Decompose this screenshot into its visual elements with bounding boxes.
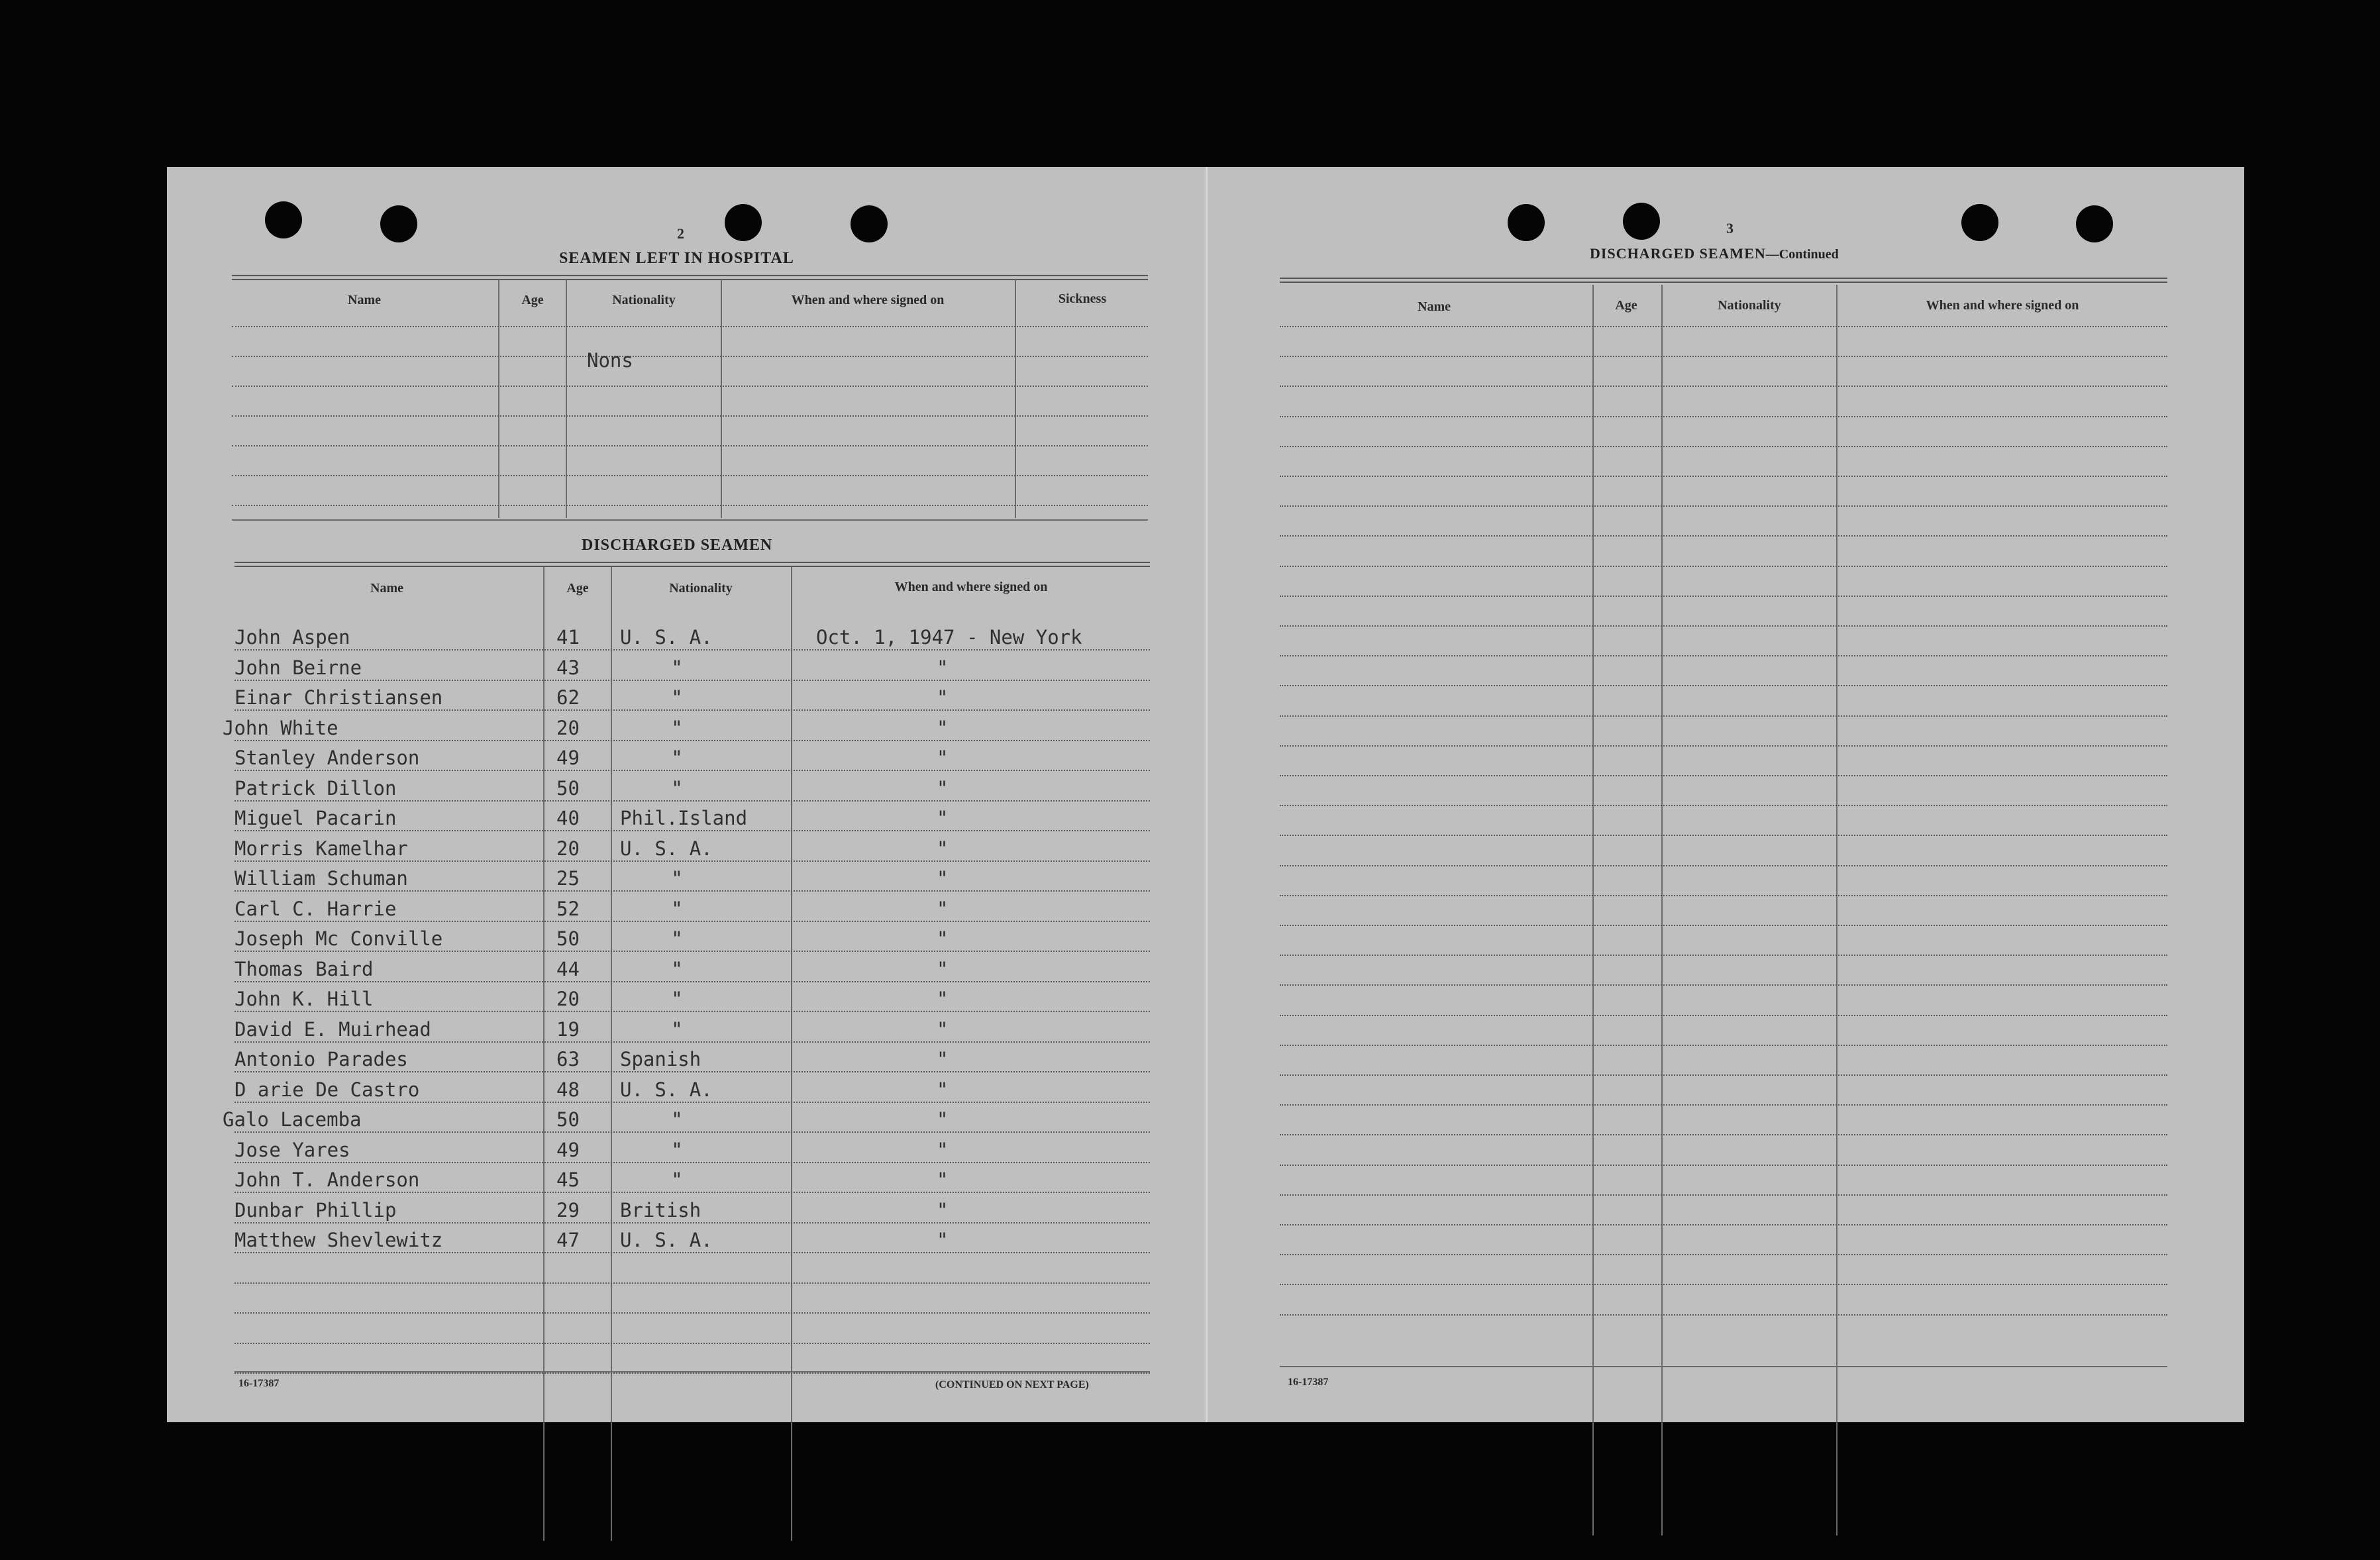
punch-hole (265, 201, 302, 238)
row-name: Antonio Parades (234, 1048, 408, 1070)
discharged-col-signed-on: When and where signed on (894, 580, 1048, 594)
punch-hole (2076, 205, 2113, 242)
table-row-line (234, 1011, 1150, 1012)
table-row-line (1280, 715, 2167, 717)
punch-hole (851, 205, 888, 242)
row-age: 50 (556, 1108, 580, 1131)
row-age: 63 (556, 1048, 580, 1070)
row-signed-on: " (937, 1169, 949, 1191)
table-row-line (1280, 1224, 2167, 1225)
row-signed-on: " (937, 1078, 949, 1101)
table-row-line (1280, 895, 2167, 896)
discharged-title-rule (234, 562, 1150, 567)
table-row-line (234, 770, 1150, 771)
row-nationality: " (671, 776, 683, 800)
hospital-row-line (232, 356, 1148, 357)
table-row-line (234, 1312, 1150, 1314)
row-age: 29 (556, 1198, 580, 1222)
table-row-line (1280, 1165, 2167, 1166)
hospital-divider (1015, 280, 1016, 518)
discharged-bottom-rule (234, 1371, 1150, 1373)
table-row-line (1280, 535, 2167, 537)
hospital-title-rule (232, 275, 1148, 280)
table-row-line (1280, 1284, 2167, 1285)
row-name: D arie De Castro (234, 1078, 420, 1101)
table-row-line (1280, 984, 2167, 986)
hospital-divider (721, 280, 722, 518)
hospital-bottom-rule (232, 519, 1148, 521)
row-age: 62 (556, 686, 580, 709)
row-nationality: " (671, 897, 683, 920)
row-name: Miguel Pacarin (234, 807, 397, 829)
table-row-line (1280, 745, 2167, 747)
row-nationality: " (671, 988, 683, 1010)
row-signed-on: " (937, 1108, 949, 1131)
row-signed-on: " (937, 957, 949, 980)
row-age: 50 (556, 776, 580, 800)
row-name: John Aspen (234, 626, 350, 649)
table-row-line (234, 981, 1150, 982)
table-row-line (234, 1131, 1150, 1133)
table-row-line (1280, 1015, 2167, 1016)
right-title-suffix: —Continued (1765, 247, 1839, 262)
punch-hole (1623, 203, 1660, 240)
table-row-line (1280, 625, 2167, 627)
table-row-line (234, 951, 1150, 952)
row-nationality: " (671, 747, 683, 769)
row-signed-on: " (937, 927, 949, 950)
left-page-number: 2 (677, 225, 684, 242)
table-row-line (1280, 655, 2167, 656)
row-age: 40 (556, 807, 580, 829)
table-row-line (234, 890, 1150, 892)
hospital-col-name: Name (348, 293, 381, 307)
left-form-number: 16-17387 (238, 1378, 280, 1389)
table-row-line (1280, 416, 2167, 417)
row-name: Morris Kamelhar (234, 837, 408, 860)
row-signed-on: " (937, 867, 949, 890)
row-nationality: U. S. A. (620, 837, 713, 860)
right-col-signed-on: When and where signed on (1926, 298, 2079, 313)
punch-hole (725, 204, 762, 241)
right-title-main: DISCHARGED SEAMEN (1590, 245, 1766, 262)
row-nationality: " (671, 1108, 683, 1131)
table-row-line (234, 1162, 1150, 1163)
table-row-line (1280, 1045, 2167, 1046)
punch-hole (1961, 204, 1998, 241)
row-nationality: " (671, 686, 683, 709)
row-signed-on: " (937, 837, 949, 860)
right-col-name: Name (1418, 299, 1451, 314)
table-row-line (1280, 1134, 2167, 1135)
row-age: 48 (556, 1078, 580, 1101)
row-nationality: Phil.Island (620, 807, 748, 829)
hospital-divider (566, 280, 567, 518)
row-nationality: " (671, 1017, 683, 1041)
table-row-line (1280, 1104, 2167, 1106)
row-signed-on: " (937, 747, 949, 769)
table-row-line (234, 800, 1150, 802)
row-nationality: U. S. A. (620, 1229, 713, 1251)
right-page-number: 3 (1726, 220, 1733, 236)
row-name: Carl C. Harrie (234, 897, 397, 920)
table-row-line (234, 680, 1150, 681)
table-row-line (1280, 775, 2167, 776)
row-age: 45 (556, 1169, 580, 1191)
row-signed-on: " (937, 656, 949, 679)
row-age: 44 (556, 957, 580, 980)
row-name: Patrick Dillon (234, 776, 397, 800)
row-signed-on: " (937, 776, 949, 800)
table-row-line (234, 1041, 1150, 1043)
table-row-line (1280, 386, 2167, 387)
hospital-col-signed-on: When and where signed on (791, 293, 945, 307)
hospital-section-title: SEAMEN LEFT IN HOSPITAL (559, 250, 794, 267)
row-nationality: Spanish (620, 1048, 701, 1070)
row-age: 47 (556, 1229, 580, 1251)
row-nationality: U. S. A. (620, 626, 713, 649)
discharged-divider (791, 567, 792, 1541)
row-name: Einar Christiansen (234, 686, 443, 709)
discharged-divider (543, 567, 544, 1541)
right-divider (1836, 285, 1837, 1535)
table-row-line (1280, 326, 2167, 327)
punch-hole (380, 205, 417, 242)
row-name: William Schuman (234, 867, 408, 890)
row-signed-on: " (937, 716, 949, 739)
hospital-row-line (232, 326, 1148, 327)
hospital-row-line (232, 505, 1148, 506)
right-title-rule (1280, 278, 2167, 283)
hospital-col-sickness: Sickness (1058, 291, 1107, 306)
row-age: 20 (556, 988, 580, 1010)
row-name: David E. Muirhead (234, 1017, 431, 1041)
table-row-line (1280, 1314, 2167, 1316)
row-age: 25 (556, 867, 580, 890)
row-signed-on: " (937, 807, 949, 829)
right-section-title (1590, 245, 1839, 262)
row-age: 52 (556, 897, 580, 920)
row-nationality: " (671, 957, 683, 980)
table-row-line (234, 709, 1150, 711)
table-row-line (1280, 1074, 2167, 1076)
row-signed-on: " (937, 897, 949, 920)
right-divider (1592, 285, 1594, 1535)
row-age: 49 (556, 1138, 580, 1161)
row-name: Stanley Anderson (234, 747, 420, 769)
row-nationality: " (671, 867, 683, 890)
table-row-line (1280, 356, 2167, 357)
table-row-line (234, 649, 1150, 650)
table-row-line (234, 1282, 1150, 1284)
table-row-line (1280, 685, 2167, 686)
table-row-line (234, 1373, 1150, 1374)
hospital-col-age: Age (521, 293, 544, 307)
row-age: 50 (556, 927, 580, 950)
table-row-line (1280, 925, 2167, 926)
table-row-line (234, 1252, 1150, 1253)
row-name: Jose Yares (234, 1138, 350, 1161)
table-row-line (1280, 1254, 2167, 1255)
table-row-line (1280, 476, 2167, 477)
row-name: John K. Hill (234, 988, 374, 1010)
continued-note: (CONTINUED ON NEXT PAGE) (935, 1379, 1089, 1390)
row-signed-on: " (937, 686, 949, 709)
row-age: 19 (556, 1017, 580, 1041)
right-form-number: 16-17387 (1288, 1377, 1329, 1388)
table-row-line (1280, 446, 2167, 447)
row-age: 49 (556, 747, 580, 769)
document-sheet (167, 167, 2244, 1422)
row-signed-on: Oct. 1, 1947 - New York (816, 626, 1082, 649)
table-row-line (1280, 566, 2167, 567)
hospital-row-line (232, 475, 1148, 476)
discharged-col-age: Age (566, 581, 589, 596)
row-age: 43 (556, 656, 580, 679)
hospital-row-line (232, 415, 1148, 417)
row-nationality: " (671, 1169, 683, 1191)
discharged-section-title: DISCHARGED SEAMEN (582, 537, 773, 554)
hospital-row-line (232, 386, 1148, 387)
row-name: John White (223, 716, 338, 739)
table-row-line (1280, 865, 2167, 866)
table-row-line (234, 740, 1150, 741)
table-row-line (234, 921, 1150, 922)
row-signed-on: " (937, 1138, 949, 1161)
hospital-row-line (232, 445, 1148, 446)
row-name: Matthew Shevlewitz (234, 1229, 443, 1251)
discharged-col-name: Name (370, 581, 403, 596)
row-nationality: " (671, 716, 683, 739)
row-signed-on: " (937, 1229, 949, 1251)
row-name: Galo Lacemba (223, 1108, 362, 1131)
row-name: Dunbar Phillip (234, 1198, 397, 1222)
row-signed-on: " (937, 1017, 949, 1041)
row-name: Joseph Mc Conville (234, 927, 443, 950)
table-row-line (234, 1192, 1150, 1193)
table-row-line (1280, 805, 2167, 806)
table-row-line (1280, 835, 2167, 836)
table-row-line (1280, 955, 2167, 956)
row-name: Thomas Baird (234, 957, 374, 980)
hospital-col-nationality: Nationality (612, 293, 676, 307)
right-col-nationality: Nationality (1718, 298, 1781, 313)
table-row-line (234, 860, 1150, 862)
row-signed-on: " (937, 988, 949, 1010)
table-row-line (234, 830, 1150, 831)
row-name: John T. Anderson (234, 1169, 420, 1191)
row-nationality: British (620, 1198, 701, 1222)
hospital-divider (498, 280, 499, 518)
table-row-line (1280, 1194, 2167, 1196)
hospital-entry: Nons (587, 349, 633, 372)
right-bottom-rule (1280, 1366, 2167, 1367)
punch-hole (1508, 204, 1545, 241)
row-signed-on: " (937, 1048, 949, 1070)
row-nationality: " (671, 656, 683, 679)
row-nationality: " (671, 1138, 683, 1161)
discharged-divider (611, 567, 612, 1541)
row-age: 20 (556, 837, 580, 860)
row-age: 20 (556, 716, 580, 739)
table-row-line (1280, 596, 2167, 597)
table-row-line (1280, 505, 2167, 507)
table-row-line (234, 1343, 1150, 1344)
right-col-age: Age (1615, 298, 1637, 313)
row-age: 41 (556, 626, 580, 649)
table-row-line (234, 1102, 1150, 1103)
row-nationality: " (671, 927, 683, 950)
row-name: John Beirne (234, 656, 362, 679)
row-signed-on: " (937, 1198, 949, 1222)
discharged-col-nationality: Nationality (669, 581, 733, 596)
table-row-line (234, 1222, 1150, 1223)
table-row-line (234, 1071, 1150, 1072)
page-gutter (1206, 167, 1208, 1422)
right-divider (1661, 285, 1663, 1535)
row-nationality: U. S. A. (620, 1078, 713, 1101)
